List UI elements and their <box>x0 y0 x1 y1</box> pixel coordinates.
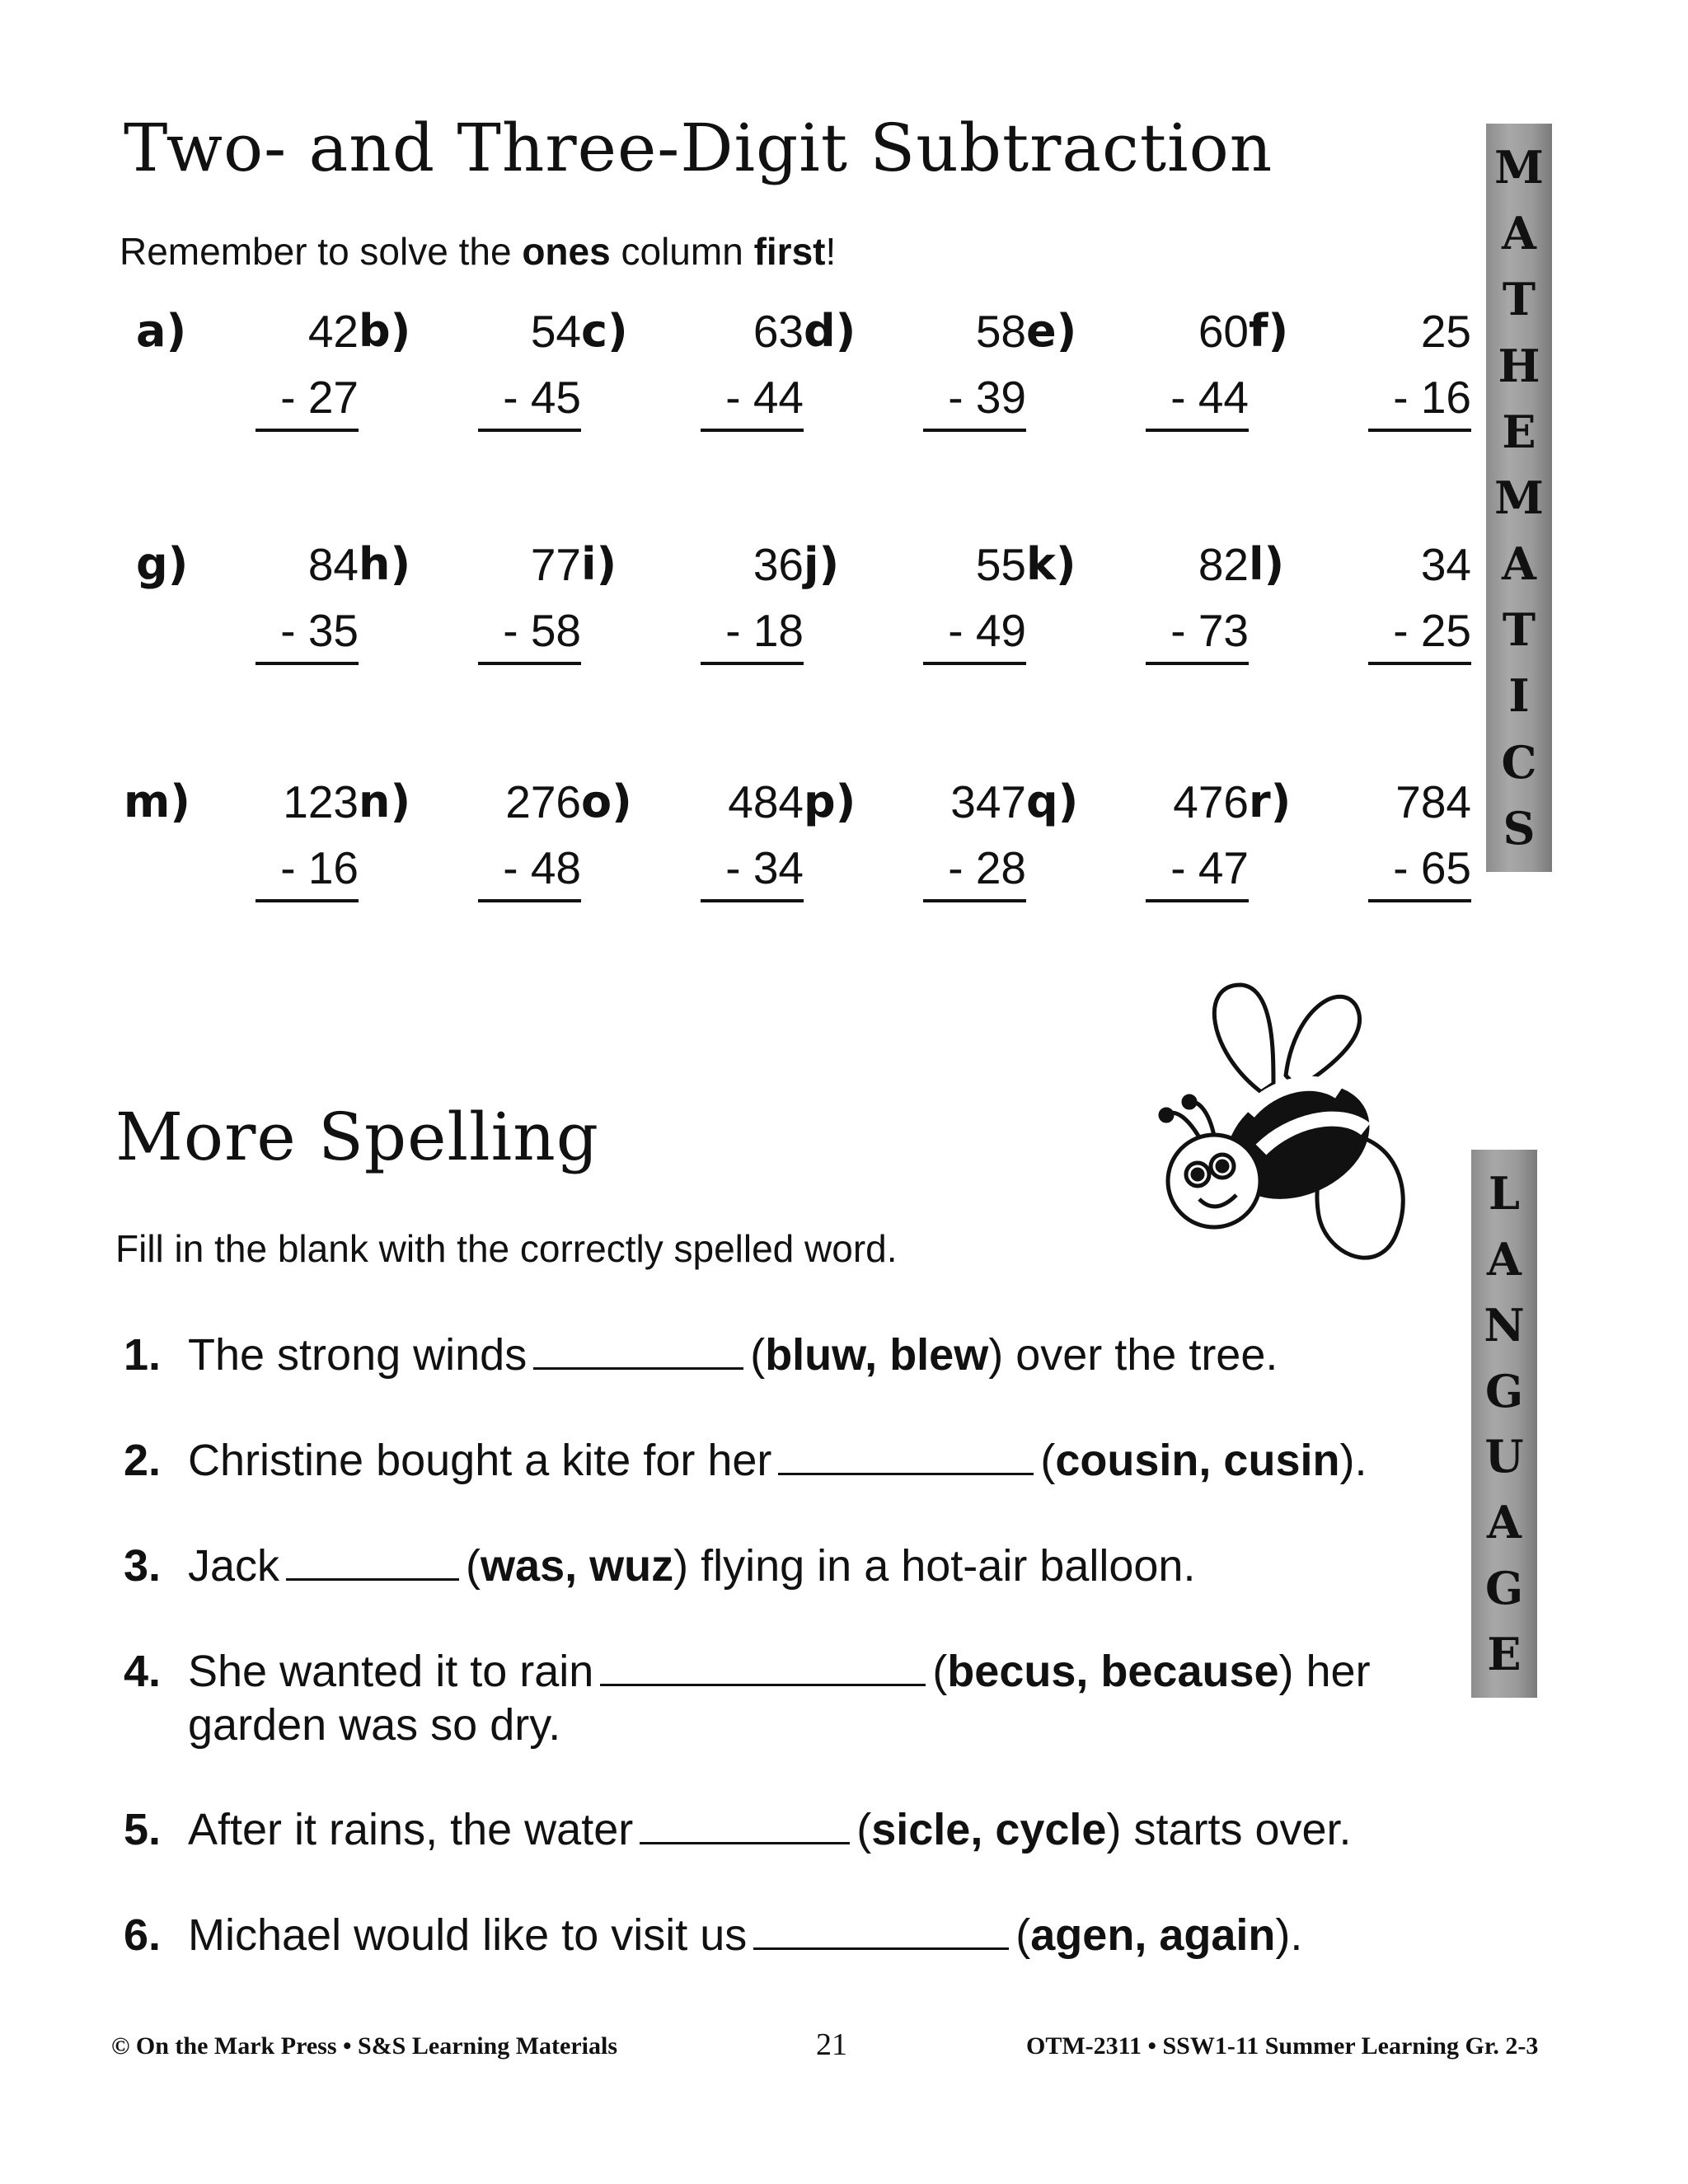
minuend: 784 <box>1395 776 1471 827</box>
spelling-title: More Spelling <box>115 1099 599 1175</box>
item-text: her <box>1293 1647 1371 1696</box>
problem-label: j) <box>804 538 840 590</box>
sidebar-letter: M <box>1494 141 1544 194</box>
subtrahend: - 45 <box>478 375 581 432</box>
item-number: 1. <box>124 1330 162 1380</box>
subtrahend: - 27 <box>256 375 359 432</box>
option-word: was <box>481 1541 565 1591</box>
option-word: bluw <box>765 1330 865 1380</box>
problem-h <box>359 538 581 666</box>
problem-label: r) <box>1249 776 1292 827</box>
option-word: blew <box>889 1330 989 1380</box>
problem-label: o) <box>581 776 632 827</box>
minuend: 484 <box>728 776 804 827</box>
option-word: because <box>1100 1647 1279 1696</box>
minuend: 36 <box>753 539 804 590</box>
problem-q <box>1026 776 1249 903</box>
sidebar-letter: C <box>1501 735 1537 789</box>
subtrahend: - 49 <box>923 608 1026 665</box>
item-text: over the tree. <box>1003 1330 1278 1380</box>
minuend: 60 <box>1198 306 1249 357</box>
minuend: 34 <box>1420 539 1471 590</box>
problem-r <box>1249 776 1471 903</box>
minuend: 347 <box>950 776 1026 827</box>
math-instruction: Remember to solve the ones column first! <box>120 230 837 273</box>
problem-label: a) <box>136 305 187 357</box>
subtrahend: - 18 <box>701 608 804 665</box>
item-text: After it rains, the water <box>188 1805 634 1854</box>
problem-label: f) <box>1249 305 1289 357</box>
problem-i <box>581 538 804 666</box>
problem-label: l) <box>1249 538 1285 590</box>
subtrahend: - 16 <box>1368 375 1471 432</box>
problem-label: g) <box>136 538 189 590</box>
subtrahend: - 48 <box>478 846 581 902</box>
sidebar-letter: A <box>1487 1232 1522 1286</box>
item-number: 5. <box>124 1805 162 1854</box>
subtrahend: - 73 <box>1146 608 1249 665</box>
mathematics-sidebar <box>1486 124 1552 872</box>
subtrahend: - 25 <box>1368 608 1471 665</box>
problem-c <box>581 305 804 433</box>
answer-blank[interactable] <box>533 1331 743 1370</box>
item-number: 2. <box>124 1436 162 1485</box>
sidebar-letter: G <box>1484 1562 1524 1615</box>
option-word: sicle <box>871 1805 971 1854</box>
answer-blank[interactable] <box>778 1436 1034 1475</box>
problem-e <box>1026 305 1249 433</box>
sidebar-letter: L <box>1489 1166 1520 1220</box>
option-word: cycle <box>995 1805 1107 1854</box>
page-number: 21 <box>816 2027 847 2062</box>
sidebar-letter: M <box>1494 471 1544 524</box>
minuend: 42 <box>307 306 359 357</box>
item-text: flying in a hot-air balloon. <box>688 1541 1196 1591</box>
minuend: 476 <box>1173 776 1249 827</box>
problem-b <box>359 305 581 433</box>
subtrahend: - 44 <box>701 375 804 432</box>
item-number: 4. <box>124 1647 162 1696</box>
problem-label: e) <box>1026 305 1077 357</box>
problem-label: c) <box>581 305 628 357</box>
problem-n <box>359 776 581 903</box>
answer-blank[interactable] <box>600 1647 926 1686</box>
minuend: 276 <box>505 776 581 827</box>
minuend: 58 <box>975 306 1026 357</box>
item-text: ). <box>1339 1436 1367 1485</box>
problem-j <box>804 538 1026 666</box>
problem-label: d) <box>804 305 856 357</box>
problem-a <box>136 305 359 433</box>
sidebar-letter: A <box>1502 207 1536 260</box>
math-title: Two- and Three-Digit Subtraction <box>124 110 1273 186</box>
sidebar-letter: E <box>1502 405 1536 458</box>
sidebar-letter: I <box>1508 669 1530 723</box>
subtrahend: - 44 <box>1146 375 1249 432</box>
problem-m <box>124 776 359 903</box>
problem-f <box>1249 305 1471 433</box>
sidebar-letter: S <box>1503 801 1536 855</box>
problem-g <box>136 538 359 666</box>
problem-l <box>1249 538 1471 666</box>
sidebar-letter: T <box>1502 273 1536 326</box>
subtrahend: - 47 <box>1146 846 1249 902</box>
subtrahend: - 34 <box>701 846 804 902</box>
option-word: becus <box>947 1647 1076 1696</box>
subtrahend: - 28 <box>923 846 1026 902</box>
sidebar-letter: H <box>1498 339 1540 392</box>
minuend: 54 <box>530 306 581 357</box>
sidebar-letter: E <box>1487 1628 1522 1680</box>
option-word: again <box>1159 1910 1276 1960</box>
problem-label: m) <box>124 776 190 827</box>
item-text: garden was so dry. <box>188 1699 561 1750</box>
subtrahend: - 58 <box>478 608 581 665</box>
sidebar-letter: G <box>1484 1364 1524 1418</box>
problem-label: b) <box>359 305 411 357</box>
minuend: 55 <box>975 539 1026 590</box>
option-word: cousin <box>1055 1436 1199 1485</box>
problem-label: q) <box>1026 776 1079 827</box>
problem-d <box>804 305 1026 433</box>
sidebar-letter: A <box>1502 537 1536 591</box>
minuend: 25 <box>1420 306 1471 357</box>
item-text: Jack <box>188 1541 280 1591</box>
problem-label: h) <box>359 538 411 590</box>
problem-label: i) <box>581 538 617 590</box>
sidebar-letter: N <box>1484 1298 1525 1352</box>
answer-blank[interactable] <box>640 1806 850 1844</box>
problem-k <box>1026 538 1249 666</box>
item-text: ). <box>1275 1910 1303 1960</box>
option-word: cusin <box>1223 1436 1340 1485</box>
option-word: agen <box>1030 1910 1135 1960</box>
item-text: Michael would like to visit us <box>188 1910 748 1960</box>
item-text: She wanted it to rain <box>188 1647 594 1696</box>
subtrahend: - 65 <box>1368 846 1471 902</box>
sidebar-letter: A <box>1487 1496 1522 1549</box>
minuend: 84 <box>307 539 359 590</box>
item-text: starts over. <box>1121 1805 1352 1854</box>
problem-label: n) <box>359 776 411 827</box>
subtrahend: - 35 <box>256 608 359 665</box>
minuend: 77 <box>530 539 581 590</box>
item-number: 6. <box>124 1910 162 1960</box>
problem-label: k) <box>1026 538 1076 590</box>
footer-publisher: © On the Mark Press • S&S Learning Materials <box>111 2032 617 2060</box>
subtrahend: - 39 <box>923 375 1026 432</box>
problem-label: p) <box>804 776 856 827</box>
minuend: 82 <box>1198 539 1249 590</box>
language-sidebar <box>1471 1150 1537 1698</box>
subtrahend: - 16 <box>256 846 359 902</box>
item-text: Christine bought a kite for her <box>188 1436 772 1485</box>
minuend: 123 <box>283 776 359 827</box>
option-word: wuz <box>589 1541 674 1591</box>
problem-p <box>804 776 1026 903</box>
sidebar-letter: T <box>1502 603 1536 657</box>
problem-o <box>581 776 804 903</box>
answer-blank[interactable] <box>753 1911 1009 1950</box>
item-number: 3. <box>124 1541 162 1591</box>
item-text: The strong winds <box>188 1330 528 1380</box>
footer-product-code: OTM-2311 • SSW1-11 Summer Learning Gr. 2-3 <box>1026 2032 1539 2060</box>
spelling-instruction: Fill in the blank with the correctly spelled word. <box>115 1227 898 1270</box>
sidebar-letter: U <box>1484 1430 1524 1483</box>
minuend: 63 <box>753 306 804 357</box>
answer-blank[interactable] <box>286 1542 459 1581</box>
bee-icon <box>1150 977 1422 1282</box>
